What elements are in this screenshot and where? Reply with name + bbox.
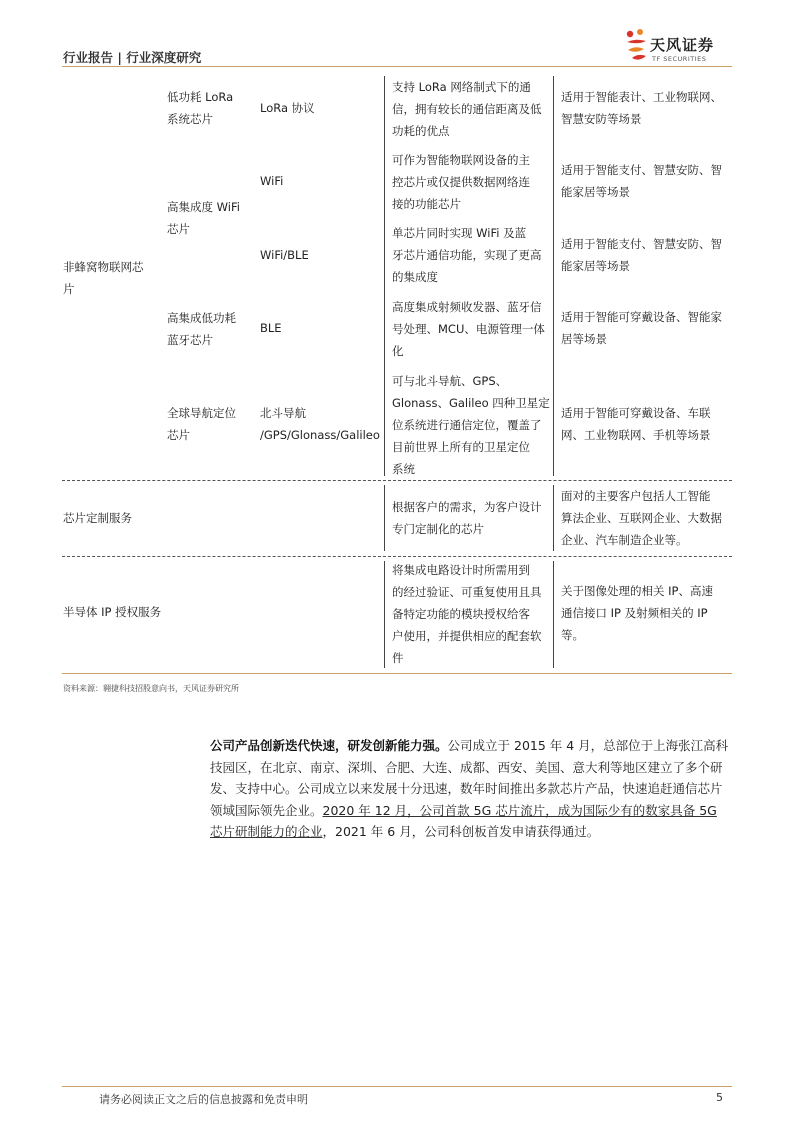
group-label: 非蜂窝物联网芯 片 (63, 260, 144, 296)
table-cell-category: 芯片定制服务 (63, 511, 132, 525)
table-cell-app: 关于图像处理的相关 IP、高速 通信接口 IP 及射频相关的 IP 等。 (561, 584, 713, 642)
table-cell-desc: 高度集成射频收发器、蓝牙信 号处理、MCU、电源管理一体 化 (392, 300, 545, 358)
table-cell-app: 适用于智能支付、智慧安防、智 能家居等场景 (561, 163, 722, 199)
table-cell-app: 适用于智能支付、智慧安防、智 能家居等场景 (561, 237, 722, 273)
paragraph-lead: 公司产品创新迭代快速，研发创新能力强。 (210, 738, 448, 753)
table-row-separator (62, 480, 732, 481)
logo-chinese-name: 天风证券 (650, 36, 715, 54)
table-cell-category: 低功耗 LoRa 系统芯片 (167, 90, 234, 126)
table-divider (384, 76, 385, 476)
table-divider (553, 561, 554, 668)
logo-mark-icon (624, 28, 650, 64)
table-cell-category: 半导体 IP 授权服务 (63, 605, 162, 619)
table-row-separator (62, 556, 732, 557)
page-number: 5 (716, 1091, 723, 1104)
table-cell-category: 高集成度 WiFi 芯片 (167, 200, 240, 236)
table-bottom-rule (62, 673, 732, 674)
table-divider (384, 561, 385, 668)
table-cell-desc: 支持 LoRa 网络制式下的通 信，拥有较长的通信距离及低 功耗的优点 (392, 80, 542, 138)
table-cell-desc: 可与北斗导航、GPS、 Glonass、Galileo 四种卫星定 位系统进行通信定位，覆盖了 目前世界上所有的卫星定位 系统 (392, 374, 550, 476)
report-type-header: 行业报告 | 行业深度研究 (63, 50, 202, 65)
table-divider (553, 485, 554, 551)
table-divider (384, 485, 385, 551)
table-cell-desc: 将集成电路设计时所需用到 的经过验证、可重复使用且具 备特定功能的模块授权给客 户使用，并提供相应的配套软 件 (392, 563, 542, 665)
table-cell-desc: 根据客户的需求，为客户设计 专门定制化的芯片 (392, 500, 542, 536)
footer-rule (62, 1086, 732, 1087)
table-cell-category: 高集成低功耗 蓝牙芯片 (167, 311, 236, 347)
table-cell-app: 适用于智能可穿戴设备、车联 网、工业物联网、手机等场景 (561, 406, 711, 442)
paragraph-highlight: 2020 年 12 月，公司首款 5G 芯片流片，成为国际少有的数家具备 5G 芯片研制能力的企业 (210, 802, 717, 839)
table-cell-desc: 可作为智能物联网设备的主 控芯片或仅提供数据网络连 接的功能芯片 (392, 153, 530, 211)
table-cell-app: 适用于智能可穿戴设备、智能家 居等场景 (561, 310, 722, 346)
logo-english-name: TF SECURITIES (652, 55, 707, 63)
table-cell-category: 全球导航定位 芯片 (167, 406, 236, 442)
footer-disclaimer: 请务必阅读正文之后的信息披露和免责申明 (99, 1093, 308, 1106)
table-cell-tech: LoRa 协议 (260, 101, 315, 115)
header-rule (62, 66, 732, 67)
body-paragraph (210, 735, 731, 843)
table-cell-tech: WiFi (260, 174, 284, 188)
table-source-note: 资料来源：翱捷科技招股意向书，天风证券研究所 (63, 684, 239, 693)
table-cell-tech: 北斗导航 /GPS/Glonass/Galileo (260, 406, 380, 442)
table-divider (553, 76, 554, 476)
paragraph-text: 公司成立于 2015 年 4 月，总部位于上海张江高科技园区，在北京、南京、深圳、合肥、大连、成都、西安、美国、意大利等地区建立了多个研发、支持中心。公司成立以来发展十分迅速，数年时间推出多款芯片产品，快速追赶通信芯片领域国际领先企业。 (210, 738, 729, 818)
table-cell-desc: 单芯片同时实现 WiFi 及蓝 牙芯片通信功能，实现了更高 的集成度 (392, 226, 542, 284)
table-cell-tech: WiFi/BLE (260, 248, 309, 262)
paragraph-text-end: ，2021 年 6 月，公司科创板首发申请获得通过。 (322, 824, 600, 839)
tf-securities-logo (624, 28, 734, 68)
table-cell-app: 适用于智能表计、工业物联网、 智慧安防等场景 (561, 90, 722, 126)
table-cell-app: 面对的主要客户包括人工智能 算法企业、互联网企业、大数据 企业、汽车制造企业等。 (561, 489, 722, 547)
table-cell-tech: BLE (260, 321, 282, 335)
